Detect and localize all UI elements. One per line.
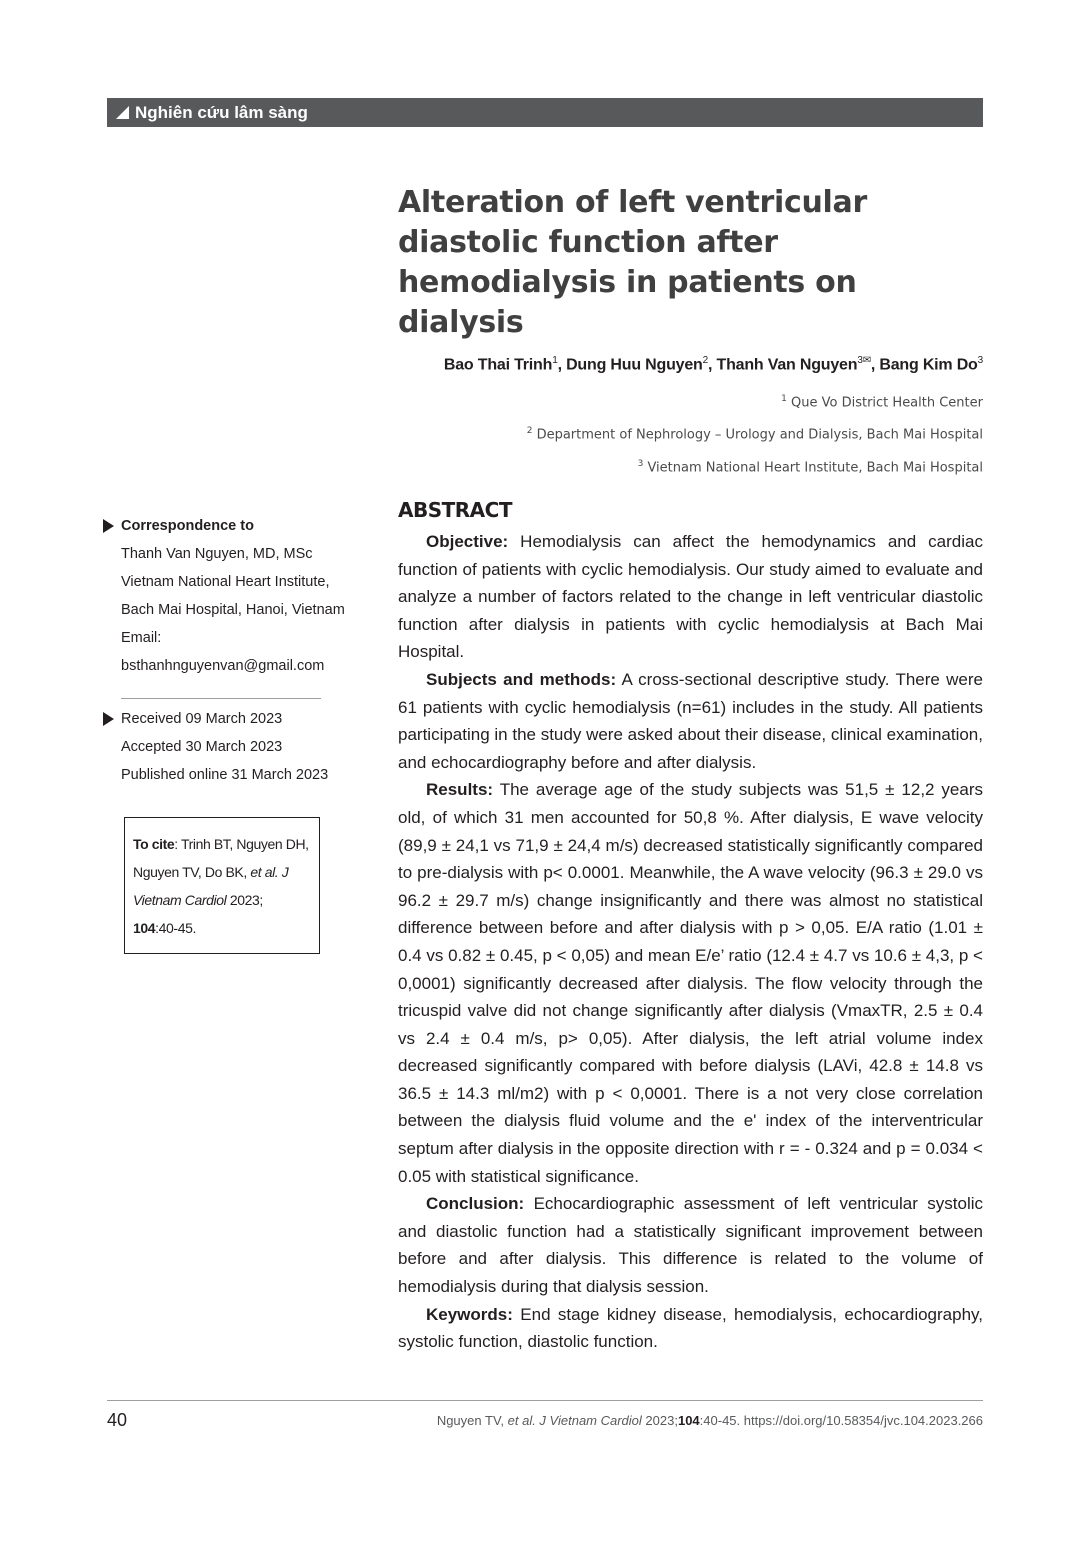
- abstract-heading: ABSTRACT: [398, 498, 512, 522]
- sidebar-divider: [121, 698, 321, 699]
- author-affiliation-mark: 2: [702, 355, 708, 366]
- citation-year: 2023;: [226, 892, 263, 908]
- article-title: Alteration of left ventricular diastolic function after hemodialysis in patients on dialysis: [398, 185, 867, 340]
- citation-text: : Trinh BT, Nguyen DH, Nguyen TV, Do BK,: [133, 836, 309, 880]
- correspondence-line: Bach Mai Hospital, Hanoi, Vietnam: [121, 602, 345, 618]
- citation-label: To cite: [133, 836, 175, 852]
- correspondence-heading: Correspondence to: [121, 518, 254, 534]
- author-affiliation-mark: 3: [977, 355, 983, 366]
- footer-divider: [107, 1400, 983, 1401]
- abstract-methods: Subjects and methods: A cross-sectional descriptive study. There were 61 patients with cyclic hemodialysis (n=61) includes in the study. All patients participating in the study were asked about their disease, clinical examination, and echocardiography before and after dialysis.: [398, 669, 983, 772]
- section-label: Nghiên cứu lâm sàng: [135, 102, 308, 122]
- triangle-icon: [116, 106, 129, 119]
- footer-doi[interactable]: :40-45. https://doi.org/10.58354/jvc.104.2023.266: [699, 1413, 983, 1428]
- correspondence-line: Thanh Van Nguyen, MD, MSc: [121, 546, 313, 562]
- sidebar: [103, 512, 353, 954]
- author-name: Bao Thai Trinh: [443, 356, 553, 374]
- author-name: Bang Kim Do: [879, 356, 978, 374]
- correspondence-email[interactable]: Email: bsthanhnguyenvan@gmail.com: [121, 630, 325, 674]
- citation-box: [124, 817, 320, 954]
- affiliation-item: $^2$ Department of Nephrology – Urology and Dialysis, Bach Mai Hospital: [526, 426, 983, 443]
- abstract-section: [398, 498, 983, 1356]
- footer-citation: Nguyen TV, et al. J Vietnam Cardiol 2023;104:40-45. https://doi.org/10.58354/jvc.104.2023.266: [436, 1413, 983, 1428]
- affiliation-list: [527, 385, 983, 482]
- received-date: Received 09 March 2023: [121, 711, 283, 727]
- abstract-conclusion: Conclusion: Echocardiographic assessment of left ventricular systolic and diastolic function had a statistically significant improvement between before and after dialysis. This difference is related to the volume of hemodialysis during that dialysis session.: [398, 1194, 983, 1297]
- author-affiliation-mark: 3✉: [857, 355, 871, 366]
- author-name: Dung Huu Nguyen: [566, 356, 703, 374]
- affiliation-item: $^1$ Que Vo District Health Center: [781, 394, 983, 411]
- author-affiliation-mark: 1: [552, 355, 558, 366]
- author-list: Bao Thai Trinh$^1$, Dung Huu Nguyen$^2$, Thanh Van Nguyen$^{3✉}$, Bang Kim Do$^3$: [443, 355, 983, 374]
- abstract-results: Results: The average age of the study subjects was 51,5 ± 12,2 years old, of which 31 men accounted for 50,8 %. After dialysis, E wave velocity (89,9 ± 24,1 vs 71,9 ± 24,4 m/s) decreased statistically significantly compared to pre-dialysis with p< 0.0001. Meanwhile, the A wave velocity (96.3 ± 29.0 vs 96.2 ± 29.7 m/s) change insignificantly and there was almost no statistical difference between before and after dialysis with p > 0,05. E/A ratio (1.01 ± 0.4 vs 0.82 ± 0.45, p < 0,05) and mean E/e’ ratio (12.4 ± 4.7 vs 10.6 ± 4,3, p < 0,0001) significantly decreased after dialysis. The flow velocity through the tricuspid valve did not change significantly after dialysis (VmaxTR, 2.5 ± 0.4 vs 2.4 ± 0.4 m/s, p> 0,05). After dialysis, the left atrial volume index decreased significantly compared with before dialysis (LAVi, 42.8 ± 14.8 vs 36.5 ± 14.3 ml/m2) with p < 0,0001. There is a not very close correlation between the dialysis fluid volume and the e' index of the interventricular septum after dialysis in the opposite direction with r = - 0.324 and p = 0.034 < 0.05 with statistical significance.: [398, 780, 983, 1186]
- triangle-bullet-icon: [103, 519, 114, 533]
- correspondence-line: Vietnam National Heart Institute,: [121, 574, 330, 590]
- section-header-bar: [107, 98, 983, 127]
- published-date: Published online 31 March 2023: [121, 767, 329, 783]
- dates-block: [103, 705, 353, 789]
- citation-pages: :40-45.: [155, 920, 196, 936]
- page-number: 40: [107, 1410, 128, 1430]
- correspondence-block: [103, 512, 353, 680]
- citation-journal: et al. J Vietnam Cardiol: [133, 864, 289, 908]
- abstract-keywords: Keywords: End stage kidney disease, hemodialysis, echocardiography, systolic function, diastolic function.: [398, 1304, 983, 1352]
- abstract-objective: Objective: Hemodialysis can affect the hemodynamics and cardiac function of patients with cyclic hemodialysis. Our study aimed to evaluate and analyze a number of factors related to the change in left ventricular diastolic function after dialysis in patients with cyclic hemodialysis at Bach Mai Hospital.: [398, 532, 983, 662]
- triangle-bullet-icon: [103, 712, 114, 726]
- author-name: Thanh Van Nguyen: [716, 356, 858, 374]
- citation-volume: 104: [133, 920, 156, 936]
- affiliation-item: $^3$ Vietnam National Heart Institute, Bach Mai Hospital: [637, 458, 983, 475]
- accepted-date: Accepted 30 March 2023: [121, 739, 283, 755]
